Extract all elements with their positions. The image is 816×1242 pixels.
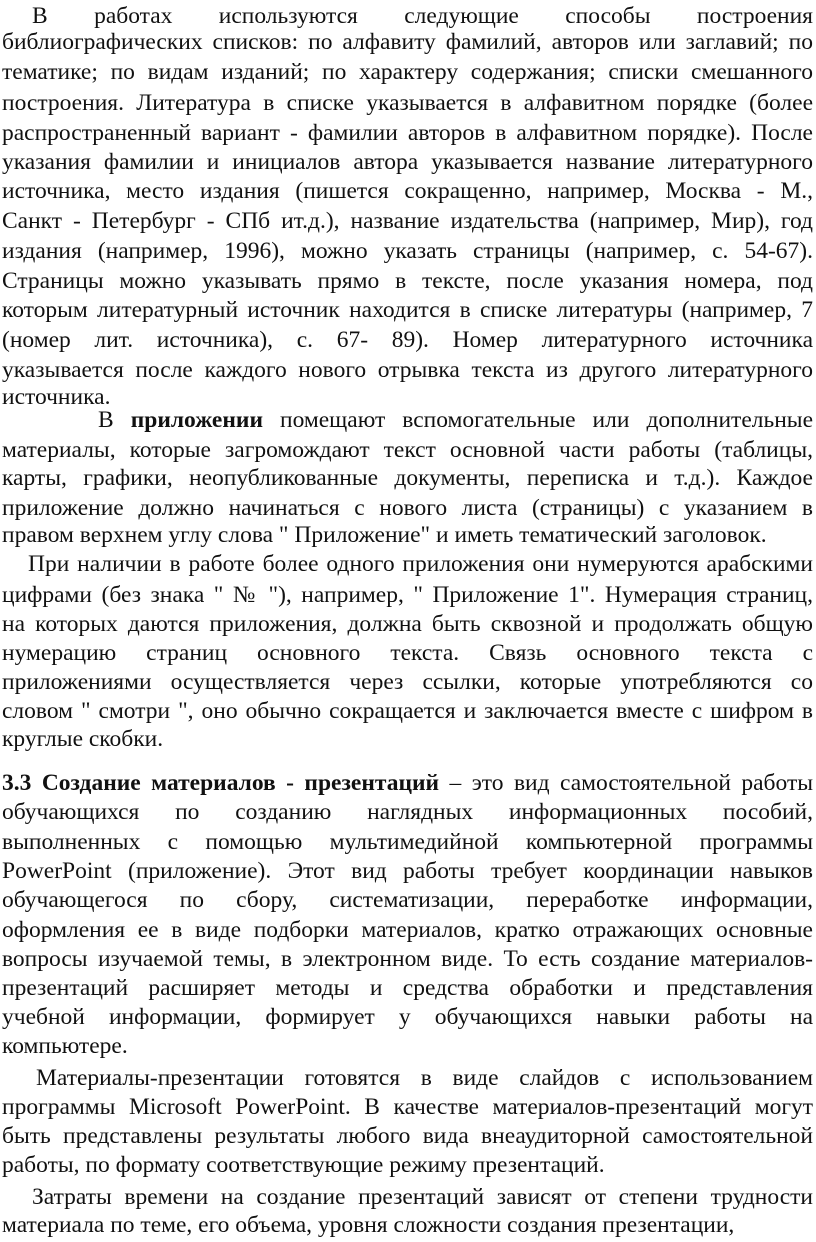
text-line [28,547,813,581]
text-line [98,403,813,437]
text-run: учебной информации, формирует у обучающихся навыки работы на [2,1004,813,1030]
text-line [2,86,813,120]
text-run: правом верхнем углу слова " Приложение" и иметь тематический заголовок. [2,522,767,548]
text-run: программы Microsoft PowerPoint. В качестве материалов-презентаций могут [2,1094,813,1120]
text-line [2,1029,813,1063]
text-run: – это вид самостоятельной работы [439,770,813,796]
text-line [2,1148,813,1182]
text-line [2,174,813,208]
text-run: источника. [2,384,111,410]
text-run: компьютере. [2,1033,128,1059]
text-line [2,1208,813,1242]
text-run: обучающегося по сбору, систематизации, переработке информации, [2,887,813,913]
text-run: библиографических списков: по алфавиту фамилий, авторов или заглавий; по [2,29,813,55]
text-run: презентаций расширяет методы и средства обработки и представления [2,975,813,1001]
text-line [2,883,813,917]
text-run: на которых даются приложения, должна быть сквозной и продолжать общую [2,611,813,637]
text-run: приложениями осуществляется через ссылки, которые употребляются со [2,669,813,695]
text-line [2,55,813,89]
text-run: материалы, которые загромождают текст основной части работы (таблицы, [2,437,813,463]
text-line [2,323,813,357]
text-run: В [98,407,131,433]
text-run: работы, по формату соответствующие режиму презентаций. [2,1152,605,1178]
text-run: карты, графики, неопубликованные документы, переписка и т.д.). Каждое [2,465,813,491]
text-line [2,293,813,327]
text-run: указывается после каждого нового отрывка текста из другого литературного [2,357,813,383]
text-run: источника, место издания (пишется сокращенно, например, Москва - М., [2,178,813,204]
text-run: обучающихся по созданию наглядных информационных пособий, [2,799,813,825]
bold-text-run: 3.3 Создание материалов - презентаций [2,770,440,796]
text-run: вопросы изучаемой темы, в электронном виде. То есть создание материалов- [2,946,813,972]
text-run: круглые скобки. [2,726,164,752]
text-run: построения. Литература в списке указывается в алфавитном порядке (более [2,90,813,116]
text-line [2,204,813,238]
text-run: Затраты времени на создание презентаций зависят от степени трудности [32,1184,813,1210]
text-line [2,461,813,495]
text-run: приложение должно начинаться с нового листа (страницы) с указанием в [2,495,813,521]
text-run: цифрами (без знака " № "), например, " Приложение 1". Нумерация страниц, [2,582,813,608]
text-run: Страницы можно указывать прямо в тексте, после указания номера, под [2,268,813,294]
text-line [2,234,813,268]
text-run: издания (например, 1996), можно указать страницы (например, с. 54-67). [2,238,813,264]
text-line [2,795,813,829]
text-run: При наличии в работе более одного приложения они нумеруются арабскими [28,551,813,577]
text-run: PowerPoint (приложение). Этот вид работы требует координации навыков [2,858,813,884]
text-line [2,722,813,756]
text-run: нумерацию страниц основного текста. Связь основного текста с [2,640,813,666]
text-run: словом " смотри ", оно обычно сокращается и заключается вместе с шифром в [2,698,813,724]
text-run: которым литературный источник находится в списке литературы (например, 7 [2,297,813,323]
text-run: материала по теме, его объема, уровня сложности создания презентации, [2,1212,735,1238]
text-run: указания фамилии и инициалов автора указывается название литературного [2,149,813,175]
text-run: распространенный вариант - фамилии авторов в алфавитном порядке). После [2,120,813,146]
text-run: быть представлены результаты любого вида внеаудиторной самостоятельной [2,1123,813,1149]
text-run: (номер лит. источника), с. 67- 89). Номер литературного источника [2,327,813,353]
text-line [2,25,813,59]
text-run: тематике; по видам изданий; по характеру содержания; списки смешанного [2,59,813,85]
text-run: В работах используются следующие способы построения [32,3,813,29]
text-run: помещают вспомогательные или дополнительные [262,407,813,433]
text-run: оформления ее в виде подборки материалов, кратко отражающих основные [2,917,813,943]
text-run: Материалы-презентации готовятся в виде слайдов с использованием [36,1065,813,1091]
text-run: Санкт - Петербург - СПб ит.д.), название издательства (например, Мир), год [2,208,813,234]
text-run: выполненных с помощью мультимедийной компьютерной программы [2,829,813,855]
bold-text-run: приложении [130,407,263,433]
